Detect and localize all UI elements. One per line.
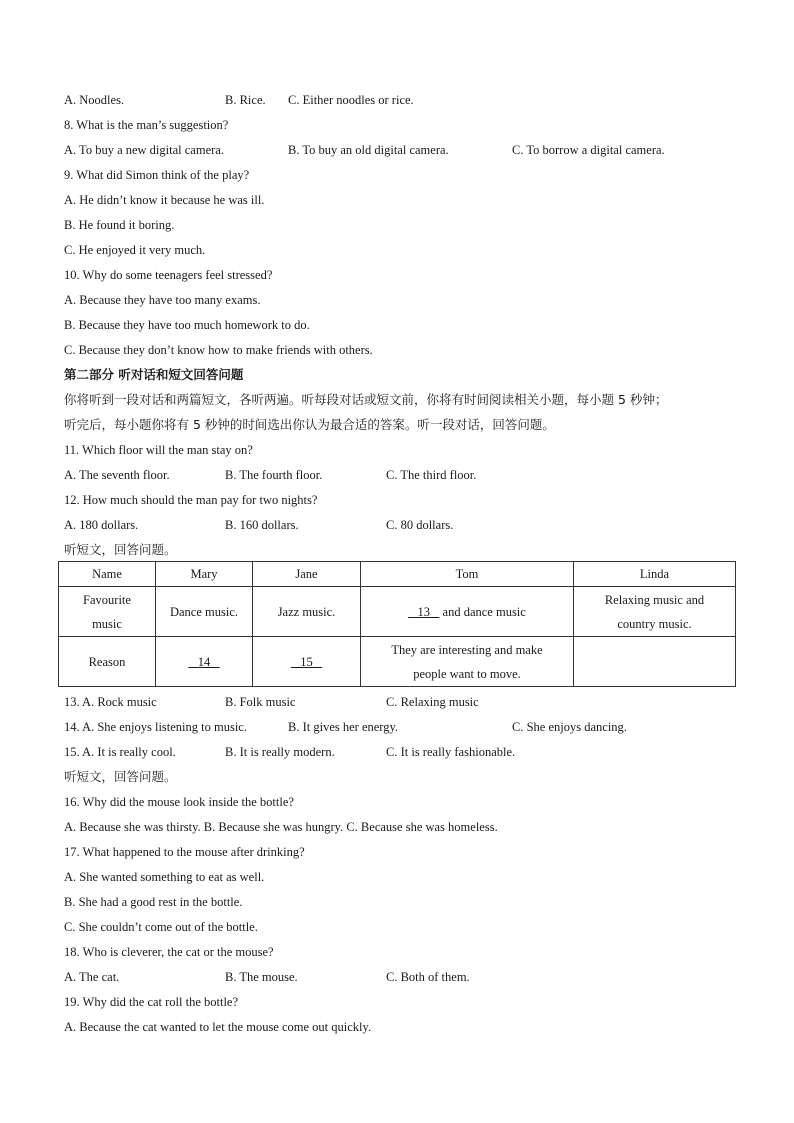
row-label-favourite-music [59,587,156,637]
linda-music-line-1: Relaxing music and [604,592,705,607]
q7-option-b: B. Rice. [225,93,266,107]
q18-option-c: C. Both of them. [386,970,470,984]
tom-reason-line-1: They are interesting and make [391,642,543,657]
mary-music: Dance music. [156,587,253,637]
q7-option-a: A. Noodles. [64,93,125,107]
header-linda: Linda [574,562,736,587]
q10-option-a: A. Because they have too many exams. [64,293,261,307]
q17-option-a: A. She wanted something to eat as well. [64,870,265,884]
q9-question: 9. What did Simon think of the play? [64,168,250,182]
q15-option-a: 15. A. It is really cool. [64,745,176,759]
q19-question: 19. Why did the cat roll the bottle? [64,995,239,1009]
q12-option-c: C. 80 dollars. [386,518,454,532]
q8-option-a: A. To buy a new digital camera. [64,143,224,157]
q12-option-b: B. 160 dollars. [225,518,299,532]
q12-option-a: A. 180 dollars. [64,518,139,532]
tom-music-rest: and dance music [439,604,526,619]
tom-reason [361,637,574,687]
q8-option-b: B. To buy an old digital camera. [288,143,449,157]
q11-option-c: C. The third floor. [386,468,477,482]
q11-option-b: B. The fourth floor. [225,468,323,482]
row-label-line-1: Favourite [83,592,131,607]
header-mary: Mary [156,562,253,587]
q9-option-c: C. He enjoyed it very much. [64,243,206,257]
q13-option-b: B. Folk music [225,695,296,709]
q8-question: 8. What is the man’s suggestion? [64,118,229,132]
q10-option-c: C. Because they don’t know how to make friends with others. [64,343,373,357]
q16-options: A. Because she was thirsty. B. Because she was hungry. C. Because she was homeless. [64,820,498,834]
q14-option-c: C. She enjoys dancing. [512,720,627,734]
table-row-reason [59,637,736,687]
q10-option-b: B. Because they have too much homework to do. [64,318,310,332]
music-table [58,561,736,687]
header-jane: Jane [253,562,361,587]
q13-option-c: C. Relaxing music [386,695,479,709]
q8-option-c: C. To borrow a digital camera. [512,143,665,157]
q9-option-b: B. He found it boring. [64,218,175,232]
q11-option-a: A. The seventh floor. [64,468,170,482]
blank-15: 15 [290,654,323,669]
q15-option-b: B. It is really modern. [225,745,335,759]
q15-option-c: C. It is really fashionable. [386,745,516,759]
q11-question: 11. Which floor will the man stay on? [64,443,253,457]
q14-option-a: 14. A. She enjoys listening to music. [64,720,247,734]
q9-option-a: A. He didn’t know it because he was ill. [64,193,265,207]
part2-title: 第二部分 听对话和短文回答问题 [64,367,244,382]
row-label-reason: Reason [59,637,156,687]
jane-reason [253,637,361,687]
q13-option-a: 13. A. Rock music [64,695,157,709]
listen-passage-2-instruction: 听短文，回答问题。 [64,769,177,784]
q18-option-a: A. The cat. [64,970,120,984]
jane-music: Jazz music. [253,587,361,637]
part2-instructions-2: 听完后，每小题你将有 5 秒钟的时间选出你认为最合适的答案。听一段对话，回答问题。 [64,417,555,432]
linda-reason [574,637,736,687]
row-label-line-2: music [92,616,122,631]
tom-reason-line-2: people want to move. [413,666,521,681]
table-header-row [59,562,736,587]
table-row-favourite-music [59,587,736,637]
blank-14: 14 [188,654,220,669]
q17-option-c: C. She couldn’t come out of the bottle. [64,920,258,934]
blank-13: 13 [408,604,440,619]
q14-option-b: B. It gives her energy. [288,720,399,734]
q16-question: 16. Why did the mouse look inside the bottle? [64,795,294,809]
linda-music [574,587,736,637]
header-name: Name [59,562,156,587]
tom-music [361,587,574,637]
header-tom: Tom [361,562,574,587]
q17-option-b: B. She had a good rest in the bottle. [64,895,243,909]
q10-question: 10. Why do some teenagers feel stressed? [64,268,273,282]
q18-question: 18. Who is cleverer, the cat or the mouse? [64,945,274,959]
q12-question: 12. How much should the man pay for two nights? [64,493,318,507]
q7-option-c: C. Either noodles or rice. [288,93,414,107]
q18-option-b: B. The mouse. [225,970,298,984]
listen-passage-1-instruction: 听短文，回答问题。 [64,542,177,557]
mary-reason [156,637,253,687]
q19-option-a: A. Because the cat wanted to let the mouse come out quickly. [64,1020,372,1034]
linda-music-line-2: country music. [617,616,692,631]
part2-instructions-1: 你将听到一段对话和两篇短文，各听两遍。听每段对话或短文前，你将有时间阅读相关小题，每小题 5 秒钟； [64,392,668,407]
q17-question: 17. What happened to the mouse after drinking? [64,845,305,859]
